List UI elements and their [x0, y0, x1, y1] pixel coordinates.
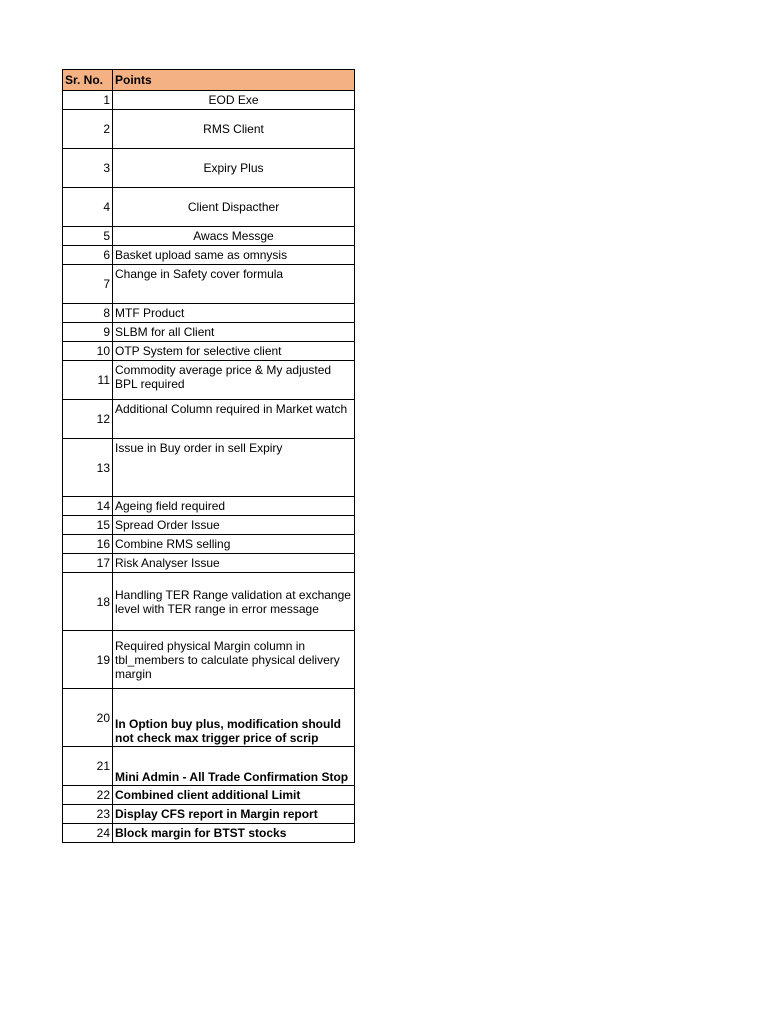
- sr-cell: 23: [63, 805, 113, 824]
- sr-cell: 1: [63, 91, 113, 110]
- sr-cell: 10: [63, 342, 113, 361]
- table-row: [63, 439, 355, 497]
- sr-cell: 3: [63, 149, 113, 188]
- sr-cell: 5: [63, 227, 113, 246]
- table-row: [63, 747, 355, 786]
- point-cell: RMS Client: [113, 110, 355, 149]
- point-cell: Combined client additional Limit: [113, 786, 355, 805]
- sr-cell: 2: [63, 110, 113, 149]
- sr-cell: 21: [63, 747, 113, 786]
- table-row: [63, 265, 355, 304]
- sr-cell: 13: [63, 439, 113, 497]
- point-cell: EOD Exe: [113, 91, 355, 110]
- sr-cell: 19: [63, 631, 113, 689]
- table-row: [63, 227, 355, 246]
- point-cell: Mini Admin - All Trade Confirmation Stop: [113, 747, 355, 786]
- point-cell: Spread Order Issue: [113, 516, 355, 535]
- table-row: [63, 824, 355, 843]
- sr-cell: 12: [63, 400, 113, 439]
- sr-no-header: Sr. No.: [63, 70, 113, 91]
- point-cell: Commodity average price & My adjusted BPL required: [113, 361, 355, 400]
- table-row: [63, 91, 355, 110]
- point-cell: Handling TER Range validation at exchange level with TER range in error message: [113, 573, 355, 631]
- sr-cell: 4: [63, 188, 113, 227]
- point-cell: Client Dispacther: [113, 188, 355, 227]
- sr-cell: 6: [63, 246, 113, 265]
- sr-cell: 7: [63, 265, 113, 304]
- sr-cell: 18: [63, 573, 113, 631]
- table-row: [63, 323, 355, 342]
- spreadsheet: [62, 69, 354, 843]
- point-cell: Combine RMS selling: [113, 535, 355, 554]
- points-table: [62, 69, 355, 843]
- point-cell: Issue in Buy order in sell Expiry: [113, 439, 355, 497]
- point-cell: Additional Column required in Market watch: [113, 400, 355, 439]
- table-row: [63, 110, 355, 149]
- point-cell: Risk Analyser Issue: [113, 554, 355, 573]
- table-row: [63, 400, 355, 439]
- table-row: [63, 497, 355, 516]
- point-cell: MTF Product: [113, 304, 355, 323]
- point-cell: Required physical Margin column in tbl_members to calculate physical delivery margin: [113, 631, 355, 689]
- sr-cell: 14: [63, 497, 113, 516]
- table-row: [63, 516, 355, 535]
- table-row: [63, 535, 355, 554]
- table-row: [63, 689, 355, 747]
- table-row: [63, 786, 355, 805]
- points-header: Points: [113, 70, 355, 91]
- table-row: [63, 304, 355, 323]
- sr-cell: 16: [63, 535, 113, 554]
- table-row: [63, 246, 355, 265]
- point-cell: Awacs Messge: [113, 227, 355, 246]
- point-cell: SLBM for all Client: [113, 323, 355, 342]
- point-cell: Change in Safety cover formula: [113, 265, 355, 304]
- sr-cell: 15: [63, 516, 113, 535]
- sr-cell: 20: [63, 689, 113, 747]
- point-cell: Display CFS report in Margin report: [113, 805, 355, 824]
- table-row: [63, 573, 355, 631]
- sr-cell: 11: [63, 361, 113, 400]
- point-cell: Basket upload same as omnysis: [113, 246, 355, 265]
- point-cell: In Option buy plus, modification should not check max trigger price of scrip: [113, 689, 355, 747]
- table-row: [63, 149, 355, 188]
- table-row: [63, 361, 355, 400]
- point-cell: Block margin for BTST stocks: [113, 824, 355, 843]
- header-row: [63, 70, 355, 91]
- point-cell: Expiry Plus: [113, 149, 355, 188]
- table-row: [63, 805, 355, 824]
- table-row: [63, 188, 355, 227]
- table-row: [63, 342, 355, 361]
- sr-cell: 22: [63, 786, 113, 805]
- sr-cell: 8: [63, 304, 113, 323]
- sr-cell: 17: [63, 554, 113, 573]
- point-cell: OTP System for selective client: [113, 342, 355, 361]
- sr-cell: 9: [63, 323, 113, 342]
- table-row: [63, 631, 355, 689]
- point-cell: Ageing field required: [113, 497, 355, 516]
- table-row: [63, 554, 355, 573]
- sr-cell: 24: [63, 824, 113, 843]
